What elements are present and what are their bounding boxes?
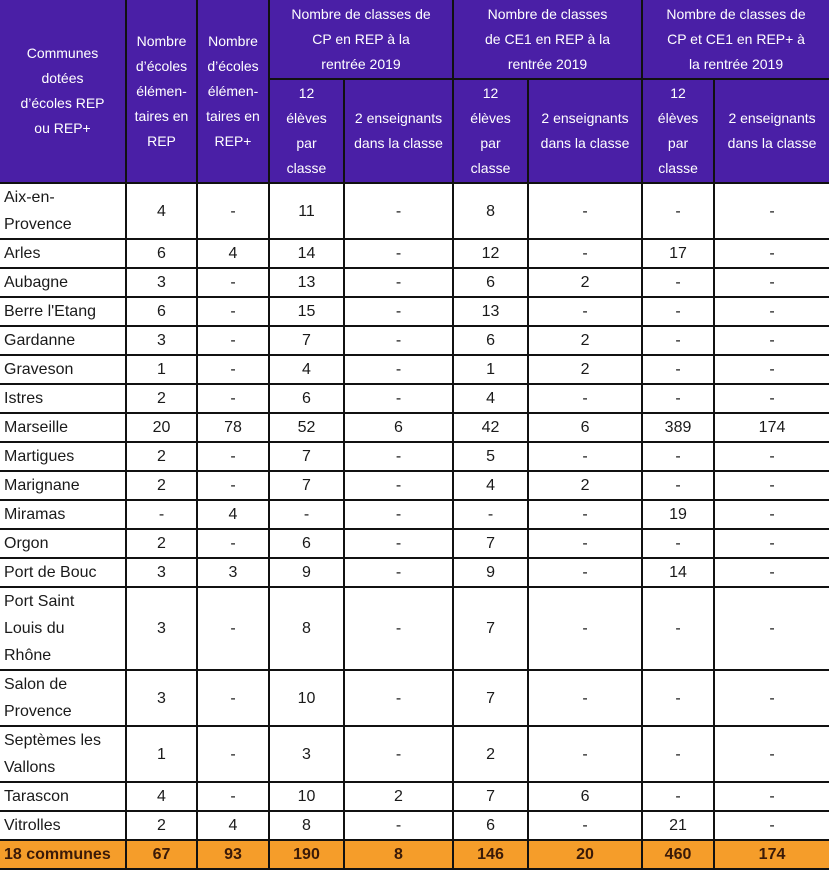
table-cell: - — [642, 183, 714, 239]
table-cell: - — [344, 529, 453, 558]
table-cell: - — [344, 811, 453, 840]
table-row — [0, 326, 829, 355]
table-cell: 7 — [453, 587, 528, 670]
table-cell: - — [344, 239, 453, 268]
table-cell: - — [344, 558, 453, 587]
table-cell: - — [642, 471, 714, 500]
table-cell: 3 — [126, 670, 197, 726]
commune-name: Martigues — [0, 442, 126, 471]
total-cell: 20 — [528, 840, 642, 869]
table-cell: 6 — [269, 529, 344, 558]
table-cell: 6 — [269, 384, 344, 413]
table-row — [0, 811, 829, 840]
header-group-ce1-rep: Nombre de classes de CE1 en REP à la rentrée 2019 — [453, 0, 642, 79]
table-cell: 3 — [126, 326, 197, 355]
table-cell: - — [714, 239, 829, 268]
table-cell: - — [714, 442, 829, 471]
table-cell: - — [344, 326, 453, 355]
table-cell: 19 — [642, 500, 714, 529]
table-cell: 3 — [197, 558, 269, 587]
table-cell: 7 — [269, 326, 344, 355]
table-cell: 13 — [269, 268, 344, 297]
table-cell: 174 — [714, 413, 829, 442]
table-cell: 10 — [269, 782, 344, 811]
table-cell: - — [714, 268, 829, 297]
header-group-cp-rep: Nombre de classes de CP en REP à la rentrée 2019 — [269, 0, 453, 79]
subheader-2-enseignants: 2 enseignants dans la classe — [714, 79, 829, 183]
commune-name: Port Saint Louis du Rhône — [0, 587, 126, 670]
table-cell: 2 — [126, 442, 197, 471]
table-cell: - — [642, 670, 714, 726]
table-cell: - — [642, 782, 714, 811]
table-cell: - — [197, 670, 269, 726]
commune-name: Miramas — [0, 500, 126, 529]
total-label: 18 communes — [0, 840, 126, 869]
table-cell: - — [714, 384, 829, 413]
table-cell: - — [344, 587, 453, 670]
table-cell: - — [528, 239, 642, 268]
table-cell: 6 — [453, 268, 528, 297]
commune-name: Istres — [0, 384, 126, 413]
table-cell: - — [528, 670, 642, 726]
table-cell: - — [344, 355, 453, 384]
table-cell: - — [528, 297, 642, 326]
table-cell: 7 — [453, 670, 528, 726]
table-cell: 52 — [269, 413, 344, 442]
table-cell: - — [528, 384, 642, 413]
table-cell: 2 — [528, 355, 642, 384]
table-cell: - — [714, 811, 829, 840]
table-cell: - — [714, 326, 829, 355]
table-cell: - — [197, 297, 269, 326]
table-cell: 6 — [528, 413, 642, 442]
table-cell: - — [453, 500, 528, 529]
table-cell: 9 — [269, 558, 344, 587]
table-cell: 8 — [269, 811, 344, 840]
total-row — [0, 840, 829, 869]
table-cell: - — [714, 670, 829, 726]
table-cell: 9 — [453, 558, 528, 587]
total-cell: 174 — [714, 840, 829, 869]
table-cell: 6 — [453, 811, 528, 840]
table-cell: 21 — [642, 811, 714, 840]
table-row — [0, 297, 829, 326]
table-cell: - — [197, 782, 269, 811]
table-cell: - — [197, 442, 269, 471]
table-cell: - — [528, 726, 642, 782]
table-cell: - — [714, 297, 829, 326]
table-cell: - — [344, 297, 453, 326]
commune-name: Aix-en-Provence — [0, 183, 126, 239]
table-cell: - — [714, 558, 829, 587]
table-cell: 5 — [453, 442, 528, 471]
table-cell: 10 — [269, 670, 344, 726]
table-cell: 2 — [126, 811, 197, 840]
table-cell: 6 — [528, 782, 642, 811]
table-cell: 7 — [453, 782, 528, 811]
table-cell: - — [197, 529, 269, 558]
subheader-12-eleves: 12 élèves par classe — [269, 79, 344, 183]
table-row — [0, 268, 829, 297]
subheader-12-eleves: 12 élèves par classe — [642, 79, 714, 183]
table-cell: 2 — [528, 326, 642, 355]
table-cell: 78 — [197, 413, 269, 442]
table-cell: 7 — [269, 442, 344, 471]
table-cell: 11 — [269, 183, 344, 239]
table-cell: - — [344, 442, 453, 471]
subheader-2-enseignants: 2 enseignants dans la classe — [528, 79, 642, 183]
table-cell: 6 — [126, 239, 197, 268]
commune-name: Arles — [0, 239, 126, 268]
header-group-cp-ce1-rep-plus: Nombre de classes de CP et CE1 en REP+ à la rentrée 2019 — [642, 0, 829, 79]
commune-name: Port de Bouc — [0, 558, 126, 587]
table-cell: - — [344, 384, 453, 413]
table-cell: 4 — [197, 500, 269, 529]
table-cell: - — [714, 471, 829, 500]
table-row — [0, 355, 829, 384]
header-ecoles-rep-plus: Nombre d’écoles élémen-taires en REP+ — [197, 0, 269, 183]
table-cell: 3 — [126, 587, 197, 670]
table-cell: - — [126, 500, 197, 529]
table-cell: 2 — [528, 471, 642, 500]
subheader-12-eleves: 12 élèves par classe — [453, 79, 528, 183]
table-cell: - — [714, 782, 829, 811]
table-cell: - — [528, 811, 642, 840]
table-row — [0, 183, 829, 239]
table-row — [0, 782, 829, 811]
table-cell: 7 — [453, 529, 528, 558]
table-cell: - — [714, 355, 829, 384]
table-cell: - — [714, 500, 829, 529]
table-cell: - — [642, 587, 714, 670]
header-communes: Communes dotées d’écoles REP ou REP+ — [0, 0, 126, 183]
table-cell: 14 — [642, 558, 714, 587]
table-cell: 4 — [453, 471, 528, 500]
table-cell: - — [344, 471, 453, 500]
table-cell: - — [528, 183, 642, 239]
table-cell: 3 — [126, 558, 197, 587]
total-cell: 190 — [269, 840, 344, 869]
table-row — [0, 239, 829, 268]
table-cell: - — [714, 587, 829, 670]
table-cell: - — [197, 326, 269, 355]
table-cell: 8 — [269, 587, 344, 670]
table-row — [0, 529, 829, 558]
table-cell: 389 — [642, 413, 714, 442]
table-cell: 12 — [453, 239, 528, 268]
table-cell: 2 — [126, 384, 197, 413]
table-cell: - — [197, 183, 269, 239]
table-row — [0, 726, 829, 782]
table-cell: 1 — [453, 355, 528, 384]
commune-name: Orgon — [0, 529, 126, 558]
table-cell: - — [642, 529, 714, 558]
table-cell: - — [269, 500, 344, 529]
table-cell: 4 — [453, 384, 528, 413]
table-cell: - — [528, 500, 642, 529]
table-cell: - — [344, 500, 453, 529]
subheader-2-enseignants: 2 enseignants dans la classe — [344, 79, 453, 183]
table-cell: 4 — [197, 239, 269, 268]
table-cell: - — [642, 326, 714, 355]
table-row — [0, 471, 829, 500]
table-cell: 4 — [197, 811, 269, 840]
table-cell: 42 — [453, 413, 528, 442]
table-cell: - — [528, 558, 642, 587]
table-cell: - — [642, 268, 714, 297]
commune-name: Berre l'Etang — [0, 297, 126, 326]
table-cell: 3 — [269, 726, 344, 782]
commune-name: Vitrolles — [0, 811, 126, 840]
table-cell: - — [197, 268, 269, 297]
total-cell: 146 — [453, 840, 528, 869]
table-cell: - — [197, 471, 269, 500]
table-row — [0, 442, 829, 471]
commune-name: Aubagne — [0, 268, 126, 297]
commune-name: Gardanne — [0, 326, 126, 355]
header-ecoles-rep: Nombre d’écoles élémen-taires en REP — [126, 0, 197, 183]
table-cell: - — [197, 726, 269, 782]
table-cell: 2 — [126, 529, 197, 558]
table-cell: 14 — [269, 239, 344, 268]
total-cell: 67 — [126, 840, 197, 869]
table-cell: 4 — [269, 355, 344, 384]
table-cell: 3 — [126, 268, 197, 297]
table-cell: 2 — [344, 782, 453, 811]
commune-name: Tarascon — [0, 782, 126, 811]
table-cell: - — [642, 384, 714, 413]
table-cell: 2 — [453, 726, 528, 782]
table-cell: 4 — [126, 782, 197, 811]
table-cell: - — [528, 587, 642, 670]
table-cell: 1 — [126, 726, 197, 782]
table-cell: - — [344, 726, 453, 782]
commune-name: Graveson — [0, 355, 126, 384]
table-cell: 7 — [269, 471, 344, 500]
table-cell: - — [344, 670, 453, 726]
table-cell: - — [344, 268, 453, 297]
table-cell: - — [714, 529, 829, 558]
table-row — [0, 384, 829, 413]
table-cell: - — [642, 442, 714, 471]
total-cell: 8 — [344, 840, 453, 869]
commune-name: Salon de Provence — [0, 670, 126, 726]
commune-name: Marseille — [0, 413, 126, 442]
table-cell: - — [642, 726, 714, 782]
table-cell: - — [714, 726, 829, 782]
table-cell: - — [714, 183, 829, 239]
table-cell: 4 — [126, 183, 197, 239]
table-cell: - — [344, 183, 453, 239]
table-cell: 8 — [453, 183, 528, 239]
table-cell: - — [528, 442, 642, 471]
table-cell: 6 — [453, 326, 528, 355]
table-row — [0, 587, 829, 670]
table-cell: 2 — [528, 268, 642, 297]
table-cell: - — [197, 384, 269, 413]
table-row — [0, 413, 829, 442]
commune-name: Marignane — [0, 471, 126, 500]
table-cell: 13 — [453, 297, 528, 326]
table-cell: 1 — [126, 355, 197, 384]
table-cell: 15 — [269, 297, 344, 326]
table-cell: - — [528, 529, 642, 558]
table-row — [0, 500, 829, 529]
table-cell: 2 — [126, 471, 197, 500]
table-cell: 6 — [344, 413, 453, 442]
table-cell: 20 — [126, 413, 197, 442]
table-cell: 6 — [126, 297, 197, 326]
table-cell: - — [197, 355, 269, 384]
table-cell: - — [642, 355, 714, 384]
table-cell: - — [642, 297, 714, 326]
commune-name: Septèmes les Vallons — [0, 726, 126, 782]
total-cell: 93 — [197, 840, 269, 869]
total-cell: 460 — [642, 840, 714, 869]
table-cell: - — [197, 587, 269, 670]
table-row — [0, 558, 829, 587]
table-cell: 17 — [642, 239, 714, 268]
table-row — [0, 670, 829, 726]
